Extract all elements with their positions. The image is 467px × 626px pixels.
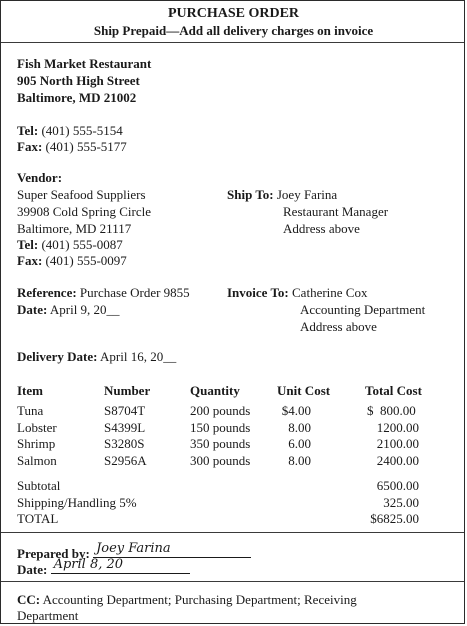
cc-line: CC: Accounting Department; Purchasing Department; Receiving <box>17 592 357 607</box>
signoff-date: Date: April 8, 20 <box>17 558 190 578</box>
col-header-quantity: Quantity <box>190 383 240 398</box>
cell-item: Lobster <box>17 420 57 435</box>
subtotal-value: 6500.00 <box>376 478 419 493</box>
shipping-value: 325.00 <box>383 495 419 510</box>
cell-total-cost: 2100.00 <box>376 436 419 451</box>
prepared-by-signature: Joey Farina <box>96 541 171 556</box>
vendor-fax: Fax: (401) 555-0097 <box>17 253 127 268</box>
cell-quantity: 200 pounds <box>190 403 251 418</box>
cell-item: Salmon <box>17 453 57 468</box>
total-label: TOTAL <box>17 511 59 526</box>
invoice-to-address: Address above <box>300 319 377 334</box>
cell-number: S8704T <box>104 403 146 418</box>
vendor-city: Baltimore, MD 21117 <box>17 221 132 236</box>
divider <box>1 42 464 43</box>
cell-quantity: 300 pounds <box>190 453 251 468</box>
delivery-date: Delivery Date: April 16, 20__ <box>17 349 177 364</box>
buyer-city: Baltimore, MD 21002 <box>17 90 137 105</box>
buyer-tel: Tel: (401) 555-5154 <box>17 123 123 138</box>
cell-unit-cost: 6.00 <box>288 436 311 451</box>
col-header-total-cost: Total Cost <box>365 383 422 398</box>
divider <box>1 532 464 533</box>
shipping-label: Shipping/Handling 5% <box>17 495 137 510</box>
reference: Reference: Purchase Order 9855 <box>17 285 190 300</box>
cc-line-continued: Department <box>17 608 79 623</box>
buyer-street: 905 North High Street <box>17 73 140 88</box>
subtotal-label: Subtotal <box>17 478 61 493</box>
cell-unit-cost: $4.00 <box>281 403 311 418</box>
cell-number: S3280S <box>104 436 145 451</box>
cell-quantity: 350 pounds <box>190 436 251 451</box>
prepared-by: Prepared by: Joey Farina <box>17 542 251 562</box>
cell-item: Shrimp <box>17 436 56 451</box>
col-header-number: Number <box>104 383 151 398</box>
cell-unit-cost: 8.00 <box>288 420 311 435</box>
cell-total-cost: 1200.00 <box>376 420 419 435</box>
buyer-fax: Fax: (401) 555-5177 <box>17 139 127 154</box>
cell-number: S4399L <box>104 420 146 435</box>
ship-to: Ship To: Joey Farina <box>227 187 338 202</box>
reference-date: Date: April 9, 20__ <box>17 302 120 317</box>
document-subtitle: Ship Prepaid—Add all delivery charges on invoice <box>93 23 374 38</box>
vendor-street: 39908 Cold Spring Circle <box>17 204 151 219</box>
invoice-to-dept: Accounting Department <box>300 302 426 317</box>
signoff-date-handwritten: April 8, 20 <box>53 557 124 572</box>
col-header-item: Item <box>17 383 43 398</box>
vendor-tel: Tel: (401) 555-0087 <box>17 237 123 252</box>
divider <box>1 581 464 582</box>
cell-total-cost: $ 800.00 <box>367 403 416 418</box>
col-header-unit-cost: Unit Cost <box>277 383 331 398</box>
cell-total-cost: 2400.00 <box>376 453 419 468</box>
ship-to-address: Address above <box>283 221 360 236</box>
ship-to-title: Restaurant Manager <box>283 204 389 219</box>
buyer-name: Fish Market Restaurant <box>17 56 152 71</box>
vendor-name: Super Seafood Suppliers <box>17 187 146 202</box>
cell-item: Tuna <box>17 403 44 418</box>
document-title: PURCHASE ORDER <box>167 6 300 21</box>
invoice-to: Invoice To: Catherine Cox <box>227 285 368 300</box>
vendor-label: Vendor: <box>17 170 63 185</box>
total-value: $6825.00 <box>370 511 419 526</box>
cell-unit-cost: 8.00 <box>288 453 311 468</box>
cell-quantity: 150 pounds <box>190 420 251 435</box>
cell-number: S2956A <box>104 453 147 468</box>
